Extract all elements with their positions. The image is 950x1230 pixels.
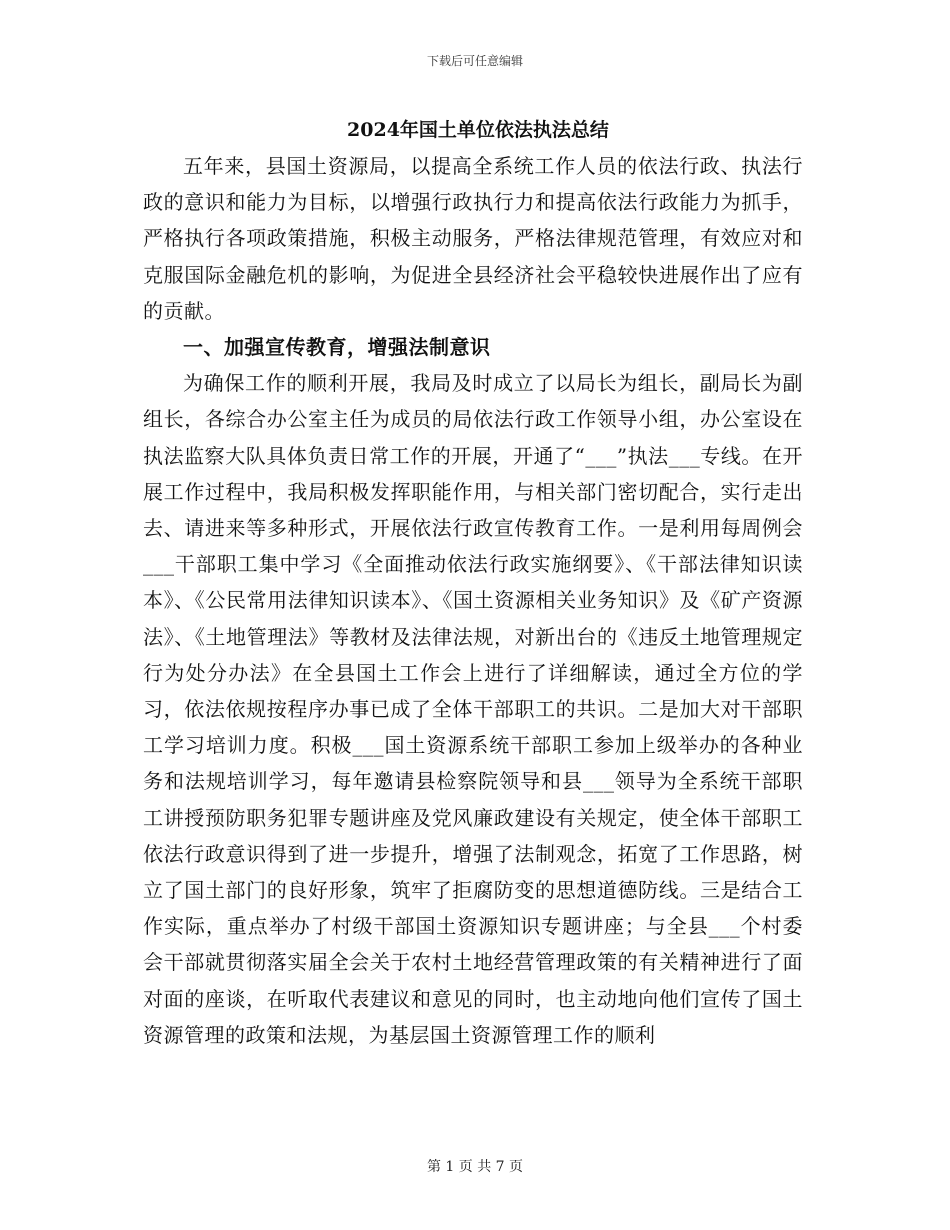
section-1-paragraph: 为确保工作的顺利开展，我局及时成立了以局长为组长，副局长为副组长，各综合办公室主任为成员的局依法行政工作领导小组，办公室设在执法监察大队具体负责日常工作的开展，开通了“___”执法___专线。在开展工作过程中，我局积极发挥职能作用，与相关部门密切配合，实行走出去、请进来等多种形式，开展依法行政宣传教育工作。一是利用每周例会___干部职工集中学习《全面推动依法行政实施纲要》、《干部法律知识读本》、《公民常用法律知识读本》、《国土资源相关业务知识》及《矿产资源法》、《土地管理法》等教材及法律法规，对新出台的《违反土地管理规定行为处分办法》在全县国土工作会上进行了详细解读，通过全方位的学习，依法依规按程序办事已成了全体干部职工的共识。二是加大对干部职工学习培训力度。积极___国土资源系统干部职工参加上级举办的各种业务和法规培训学习，每年邀请县检察院领导和县___领导为全系统干部职工讲授预防职务犯罪专题讲座及党风廉政建设有关规定，使全体干部职工依法行政意识得到了进一步提升，增强了法制观念，拓宽了工作思路，树立了国土部门的良好形象，筑牢了拒腐防变的思想道德防线。三是结合工作实际，重点举办了村级干部国土资源知识专题讲座；与全县___个村委会干部就贯彻落实届全会关于农村土地经营管理政策的有关精神进行了面对面的座谈，在听取代表建议和意见的同时，也主动地向他们宣传了国土资源管理的政策和法规，为基层国土资源管理工作的顺利 xyxy=(143,371,803,1047)
section-heading-1: 一、加强宣传教育，增强法制意识 xyxy=(183,335,491,360)
page-footer: 第 1 页 共 7 页 xyxy=(426,1159,524,1175)
intro-paragraph: 五年来，县国土资源局，以提高全系统工作人员的依法行政、执法行政的意识和能力为目标，以增强行政执行力和提高依法行政能力为抓手，严格执行各项政策措施，积极主动服务，严格法律规范管理，有效应对和克服国际金融危机的影响，为促进全县经济社会平稳较快进展作出了应有的贡献。 xyxy=(143,154,803,323)
document-title: 2024年国土单位依法执法总结 xyxy=(347,119,609,141)
page-header: 下载后可任意编辑 xyxy=(426,54,523,68)
document-body xyxy=(143,112,803,1053)
